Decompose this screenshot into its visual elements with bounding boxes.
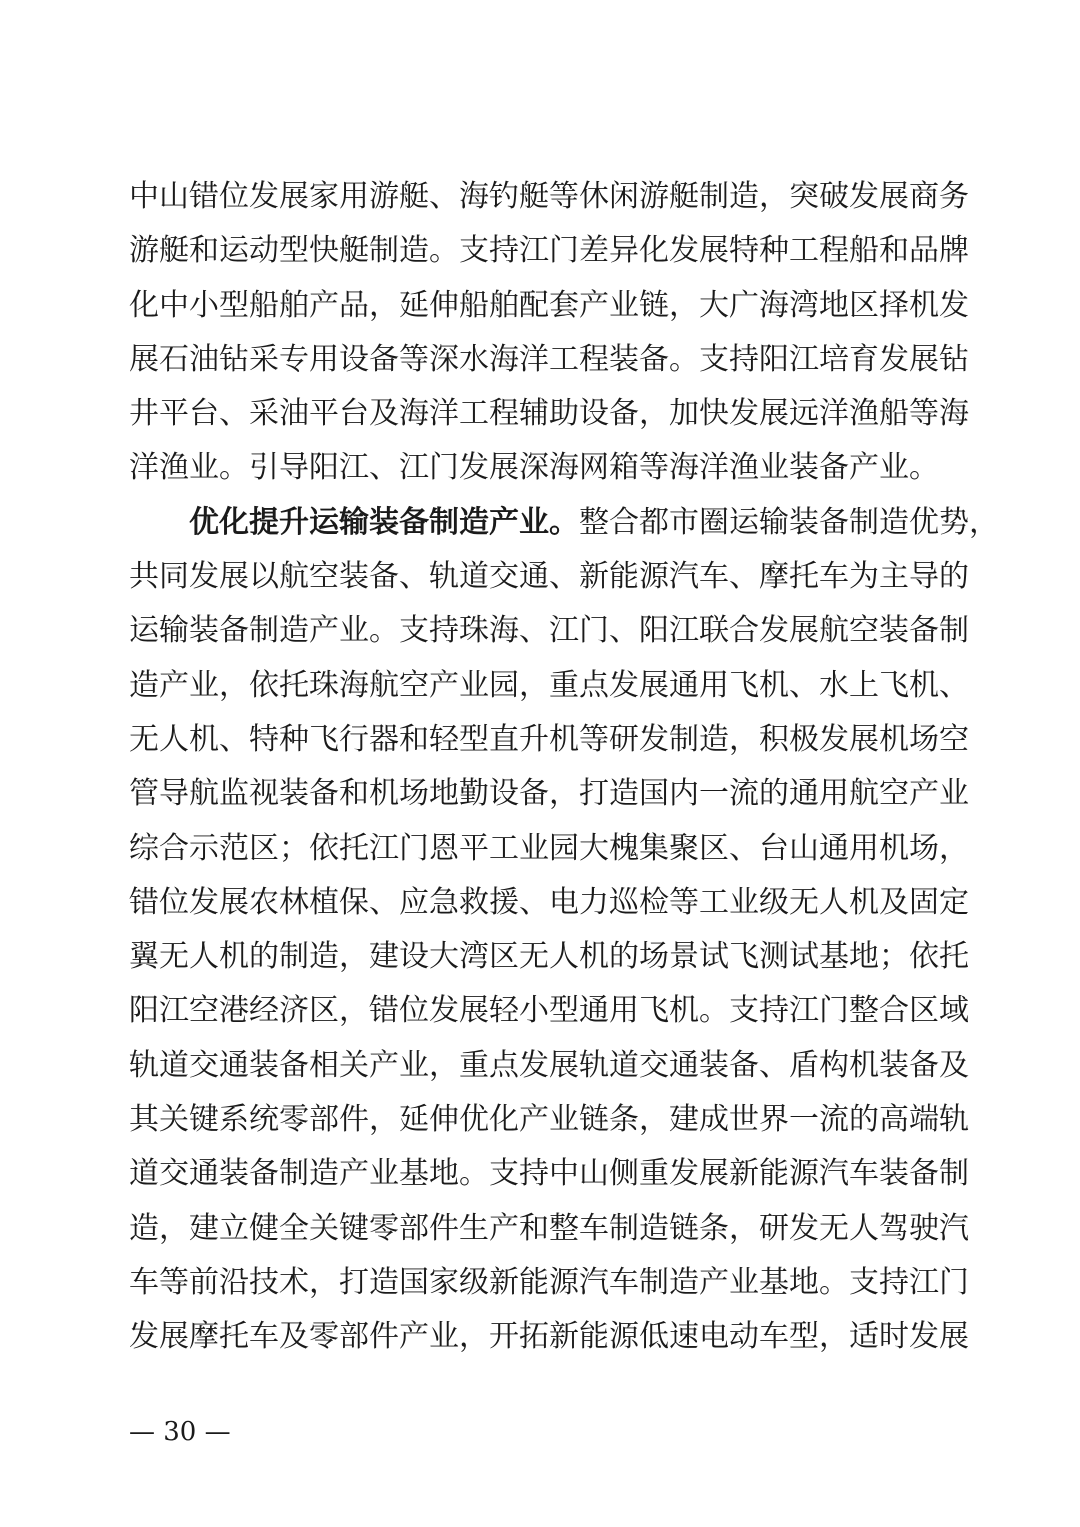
text-line: 共同发展以航空装备、轨道交通、新能源汽车、摩托车为主导的: [129, 559, 969, 595]
text-line: 造，建立健全关键零部件生产和整车制造链条，研发无人驾驶汽: [129, 1210, 969, 1246]
text-line: 中山错位发展家用游艇、海钓艇等休闲游艇制造，突破发展商务: [129, 179, 969, 214]
body-text: [129, 170, 999, 1365]
text-line: 化中小型船舶产品，延伸船舶配套产业链，大广海湾地区择机发: [129, 287, 969, 323]
text-line: 错位发展农林植保、应急救援、电力巡检等工业级无人机及固定: [129, 884, 969, 920]
text-line: 轨道交通装备相关产业，重点发展轨道交通装备、盾构机装备及: [129, 1047, 969, 1083]
paragraph-first-line-text: 整合都市圈运输装备制造优势，: [579, 504, 999, 540]
paragraph-2: [129, 496, 999, 1365]
text-line: 其关键系统零部件，延伸优化产业链条，建成世界一流的高端轨: [129, 1102, 969, 1138]
paragraph-heading: 优化提升运输装备制造产业。: [189, 504, 579, 540]
text-line: 发展摩托车及零部件产业，开拓新能源低速电动车型，适时发展: [129, 1319, 969, 1355]
text-line: 阳江空港经济区，错位发展轻小型通用飞机。支持江门整合区域: [129, 993, 969, 1029]
text-line: 无人机、特种飞行器和轻型直升机等研发制造，积极发展机场空: [129, 721, 969, 757]
text-line: 洋渔业。引导阳江、江门发展深海网箱等海洋渔业装备产业。: [129, 450, 939, 486]
text-line: 管导航监视装备和机场地勤设备，打造国内一流的通用航空产业: [129, 776, 969, 812]
text-line: 翼无人机的制造，建设大湾区无人机的场景试飞测试基地；依托: [129, 939, 969, 975]
text-line: 车等前沿技术，打造国家级新能源汽车制造产业基地。支持江门: [129, 1264, 969, 1300]
text-line: 综合示范区；依托江门恩平工业园大槐集聚区、台山通用机场，: [129, 830, 969, 866]
text-line: 道交通装备制造产业基地。支持中山侧重发展新能源汽车装备制: [129, 1156, 969, 1192]
paragraph-1: [129, 170, 969, 496]
text-line: 展石油钻采专用设备等深水海洋工程装备。支持阳江培育发展钻: [129, 341, 969, 377]
text-line: 井平台、采油平台及海洋工程辅助设备，加快发展远洋渔船等海: [129, 396, 969, 432]
page-number: — 30 —: [129, 1417, 231, 1447]
text-line: 游艇和运动型快艇制造。支持江门差异化发展特种工程船和品牌: [129, 233, 969, 269]
text-line: 运输装备制造产业。支持珠海、江门、阳江联合发展航空装备制: [129, 613, 969, 649]
paragraph-first-line: [129, 496, 999, 550]
text-line: 造产业，依托珠海航空产业园，重点发展通用飞机、水上飞机、: [129, 667, 969, 703]
